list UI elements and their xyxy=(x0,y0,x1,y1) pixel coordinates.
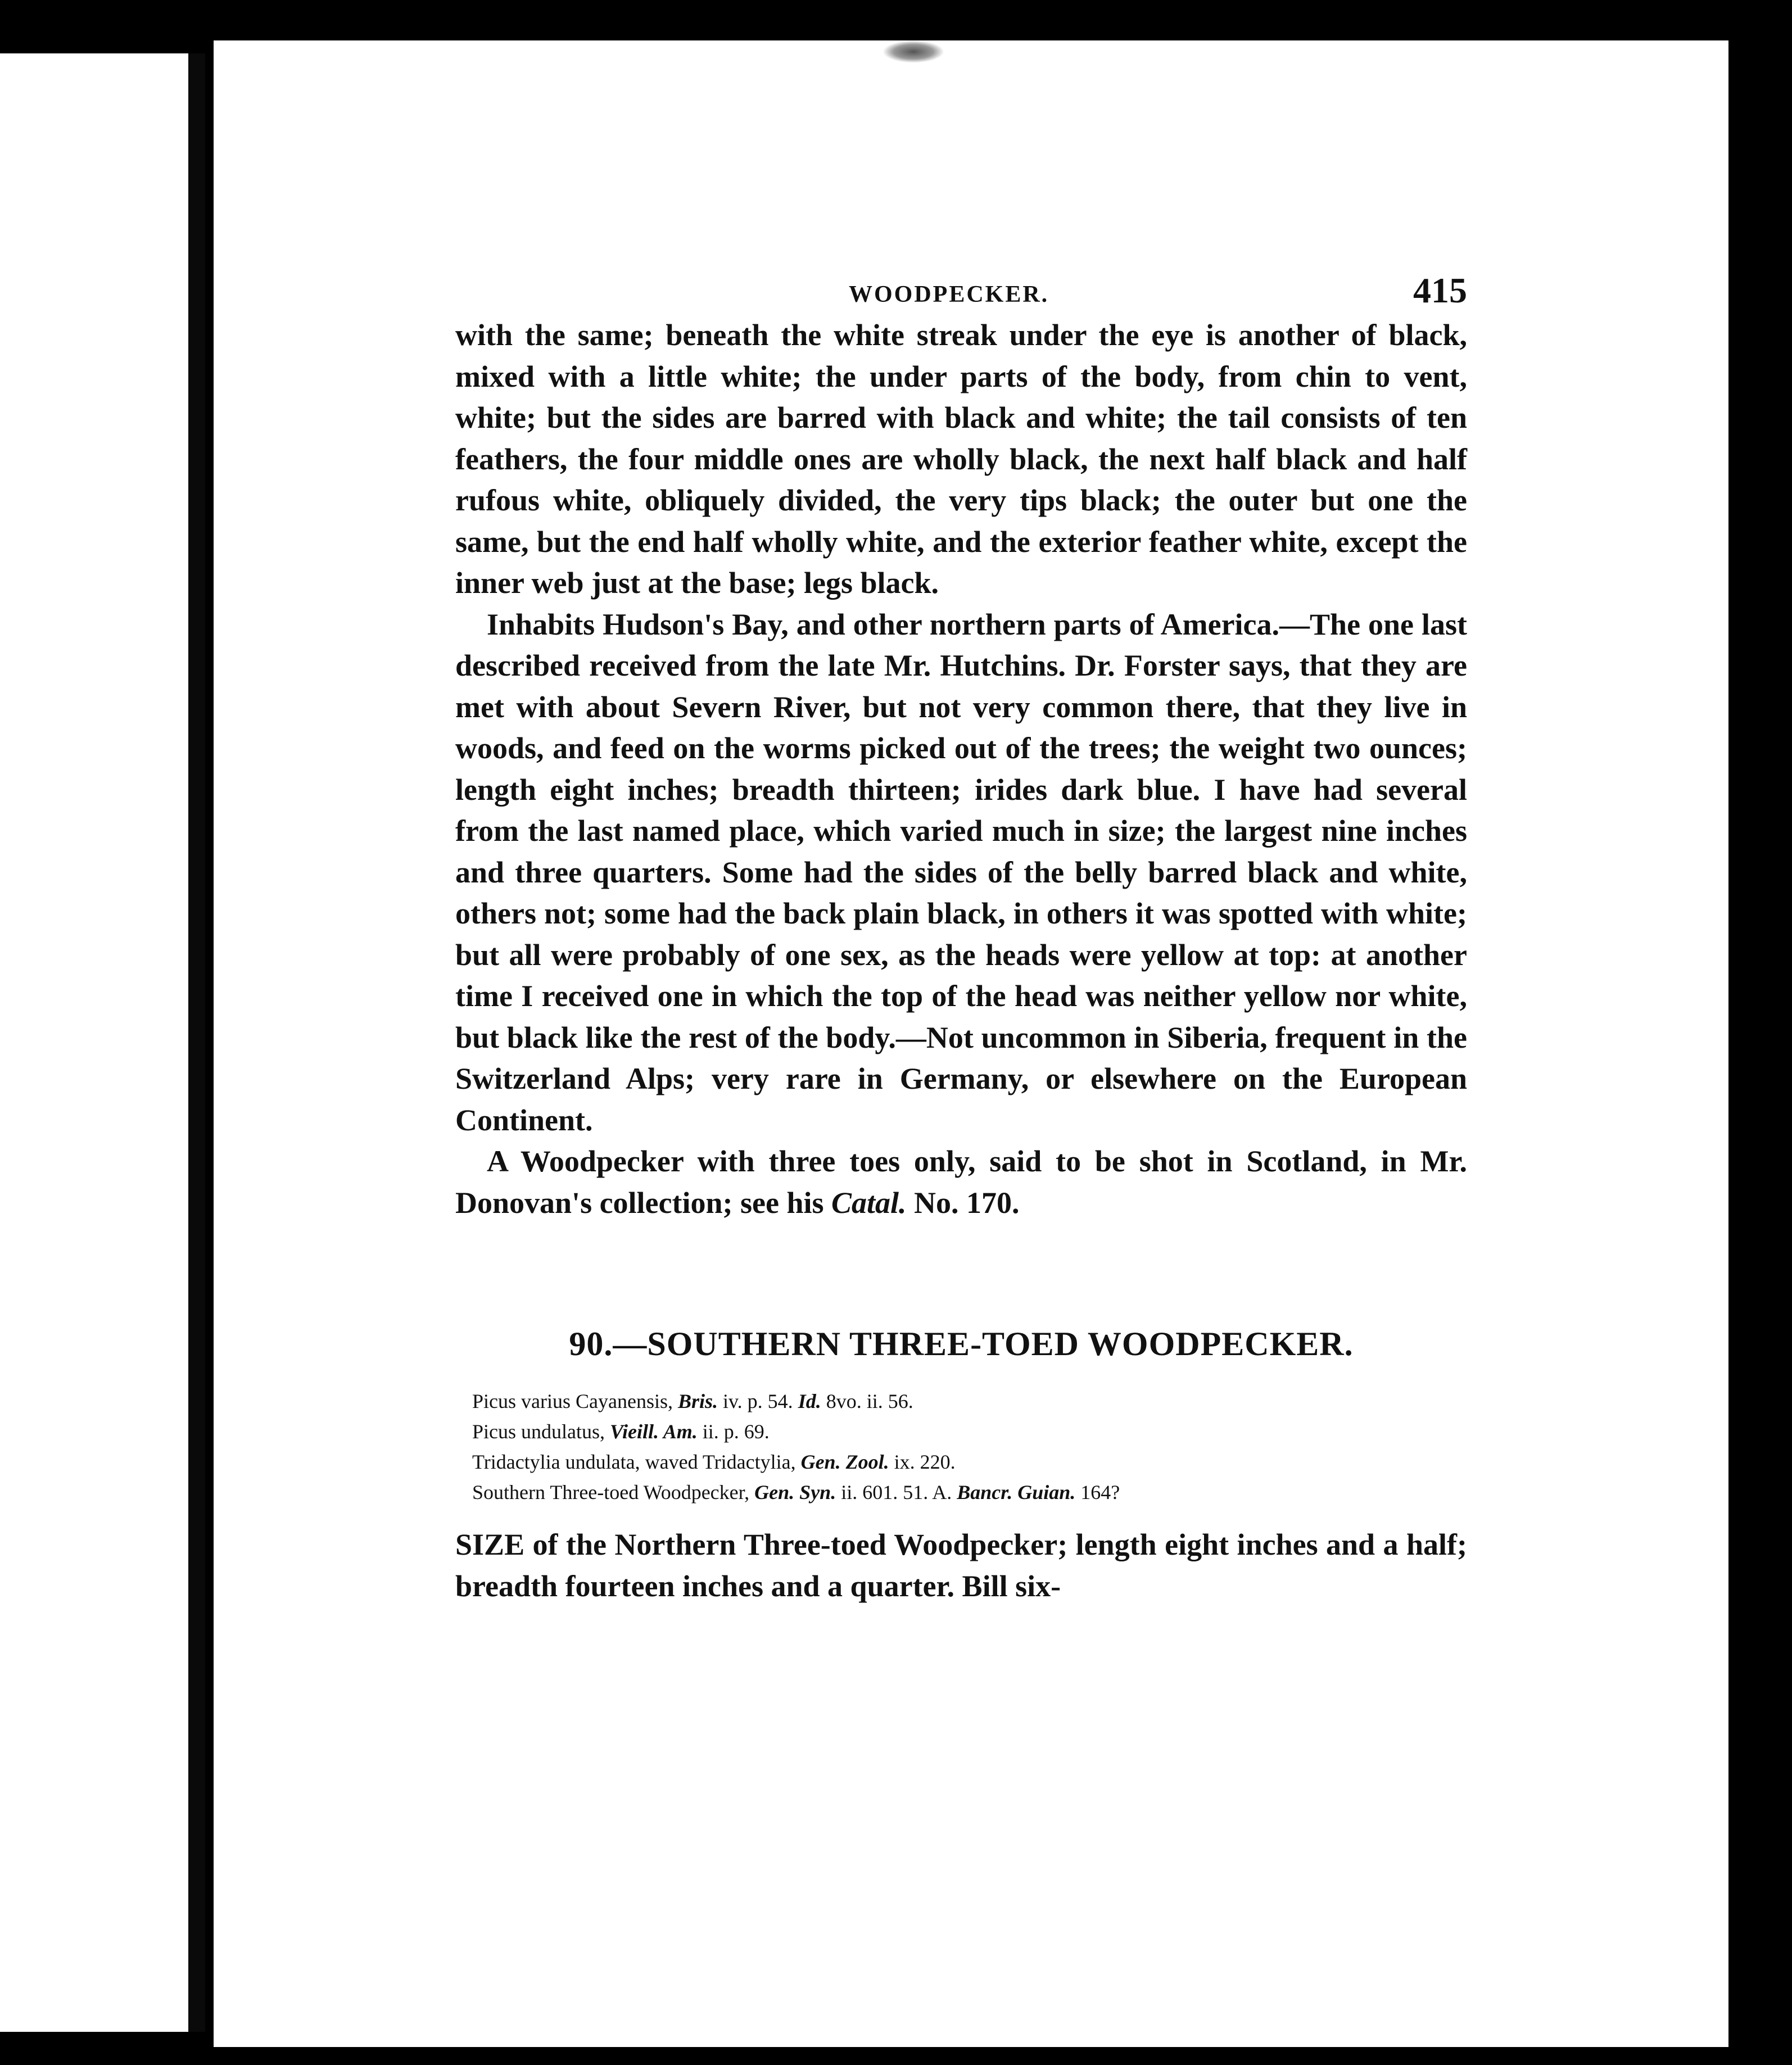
donovan-number: No. 170. xyxy=(906,1185,1020,1220)
donovan-paragraph xyxy=(455,1141,1467,1224)
running-title: WOODPECKER. xyxy=(849,282,1049,307)
section-heading: 90.—SOUTHERN THREE-TOED WOODPECKER. xyxy=(569,1325,1354,1362)
scan-bottom-border xyxy=(0,2047,1792,2065)
synonymy-list xyxy=(472,1386,1467,1507)
scan-smudge xyxy=(883,40,944,63)
page-number: 415 xyxy=(1413,270,1467,310)
book-gutter xyxy=(188,53,205,2032)
synonym-entry: Picus varius Cayanensis, Bris. iv. p. 54. Id. 8vo. ii. 56. xyxy=(472,1390,913,1412)
synonym-entry: Picus undulatus, Vieill. Am. ii. p. 69. xyxy=(472,1420,770,1443)
facing-page-edge xyxy=(0,53,188,2032)
size-paragraph: SIZE of the Northern Three-toed Woodpecker; length eight inches and a half; breadth fourteen inches and a quarter. Bill six- xyxy=(455,1528,1467,1603)
synonym-entry: Southern Three-toed Woodpecker, Gen. Syn. ii. 601. 51. A. Bancr. Guian. 164? xyxy=(472,1481,1120,1504)
habitat-paragraph: Inhabits Hudson's Bay, and other northern parts of America.—The one last described received from the late Mr. Hutchins. Dr. Forster says, that they are met with about Severn River, but not very common there, that they live in woods, and feed on the worms picked out of the trees; the weight two ounces; length eight inches; breadth thirteen; irides dark blue. I have had several from the last named place, which varied much in size; the largest nine inches and three quarters. Some had the sides of the belly barred black and white, others not; some had the back plain black, in others it was spotted with white; but all were probably of one sex, as the heads were yellow at top: at another time I received one in which the top of the head was neither yellow nor white, but black like the rest of the body.—Not uncommon in Siberia, frequent in the Switzerland Alps; very rare in Germany, or elsewhere on the European Continent. xyxy=(455,607,1467,1137)
description-paragraph: with the same; beneath the white streak under the eye is another of black, mixed with a little white; the under parts of the body, from chin to vent, white; but the sides are barred with black and white; the tail consists of ten feathers, the four middle ones are wholly black, the next half black and half rufous white, obliquely divided, the very tips black; the outer but one the same, but the end half wholly white, and the exterior feather white, except the inner web just at the base; legs black. xyxy=(455,318,1467,600)
synonym-entry: Tridactylia undulata, waved Tridactylia, Gen. Zool. ix. 220. xyxy=(472,1451,956,1473)
page-text-block xyxy=(455,264,1467,1607)
scan-right-border xyxy=(1728,40,1792,2065)
running-head xyxy=(455,264,1467,315)
catal-reference: Catal. xyxy=(831,1185,907,1220)
donovan-text: A Woodpecker with three toes only, said to be shot in Scotland, in Mr. Donovan's collection; see his xyxy=(455,1144,1467,1220)
scan-top-border xyxy=(0,0,1792,39)
